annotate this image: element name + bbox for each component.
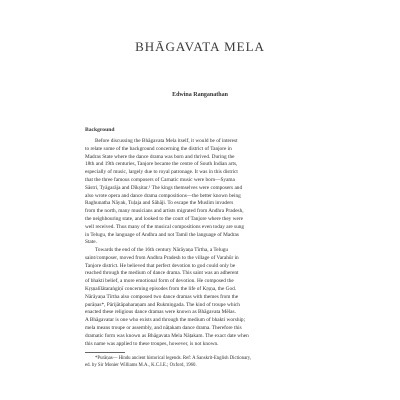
text-line: this name was applied to these troupes, however, is not known. bbox=[85, 340, 219, 347]
article-title: BHĀGAVATA MELA bbox=[135, 39, 265, 54]
author-name: Edwina Ranganathan bbox=[172, 92, 228, 98]
text-line: to relate some of the background concerning the district of Tanjore in bbox=[85, 145, 232, 152]
paragraph-background bbox=[85, 138, 316, 247]
text-line: dramatic form was known as Bhāgavata Mela Nāṭakam. The exact date when bbox=[85, 332, 249, 339]
text-line: reached through the medium of dance drama. This saint was an adherent bbox=[85, 270, 239, 277]
footnote-divider bbox=[85, 352, 125, 353]
text-line: from the north, many musicians and artists migrated from Andhra Pradesh, bbox=[85, 208, 244, 215]
text-line: Nārāyaṇa Tīrtha also composed two dance dramas with themes from the bbox=[85, 293, 239, 300]
text-line: mela means troupe or assembly, and nāṭakam dance drama. Therefore this bbox=[85, 324, 242, 331]
text-line: State. bbox=[85, 239, 97, 246]
text-line: saint/composer, moved from Andhra Pradesh to the village of Varahūr in bbox=[85, 254, 239, 261]
text-line: purāṇas*, Pārijātāpaharaṇam and Rukmiṇgada. The kind of troupe which bbox=[85, 301, 240, 308]
text-line: in Telugu, the language of Andhra and not Tamil the language of Madras bbox=[85, 231, 239, 238]
footnote-line: *Purāṇas— Hindu ancient historical legends. Ref: A Sanskrit-English Dictionary, bbox=[95, 356, 252, 361]
text-line: well received. Thus many of the musical compositions even today are sung bbox=[85, 223, 245, 230]
text-line: also wrote opera and dance drama compositions—the better known being bbox=[85, 192, 241, 199]
text-line: A Bhāgavatar is one who exists and through the medium of bhakti worship; bbox=[85, 317, 246, 324]
text-line: especially of music, largely due to royal patronage. It was in this district bbox=[85, 169, 238, 176]
footnote bbox=[85, 355, 316, 369]
text-line: Śāstri, Tyāgarāja and Dīkṣitar.¹ The kings themselves were composers and bbox=[85, 184, 243, 191]
section-heading: Background bbox=[85, 127, 115, 133]
text-line: Towards the end of the 16th century Nārāyaṇa Tīrtha, a Telugu bbox=[95, 247, 229, 253]
paragraph-origins bbox=[85, 247, 316, 348]
footnote-line: ed. by Sir Monier Williams M.A., K.C.I.E.; Oxford, 1960. bbox=[85, 363, 197, 368]
text-line: 18th and 19th centuries, Tanjore became the centre of South Indian arts, bbox=[85, 161, 238, 168]
text-line: Raghunatha Nāyak, Tuḷaja and Śāhāji. To escape the Muslim invaders bbox=[85, 200, 234, 207]
text-line: that the three famous composers of Carnatic music were born—Śyama bbox=[85, 176, 235, 183]
text-line: Kṛṣṇalīlātaraṅgiṇī concerning episodes from the life of Kṛṣṇa, the God. bbox=[85, 285, 237, 292]
text-line: enacted these religious dance dramas were known as Bhāgavata Mēlas. bbox=[85, 309, 236, 316]
text-line: Madras State where the dance drama was born and thrived. During the bbox=[85, 153, 235, 160]
text-line: Before discussing the Bhāgavata Mela itself, it would be of interest bbox=[95, 138, 238, 144]
text-line: the neighbouring state, and looked to the court of Tanjore where they were bbox=[85, 215, 243, 222]
text-line: Tanjore district. He believed that perfect devotion to god could only be bbox=[85, 262, 236, 269]
text-line: of bhakti belief, a more emotional form of devotion. He composed the bbox=[85, 278, 234, 285]
